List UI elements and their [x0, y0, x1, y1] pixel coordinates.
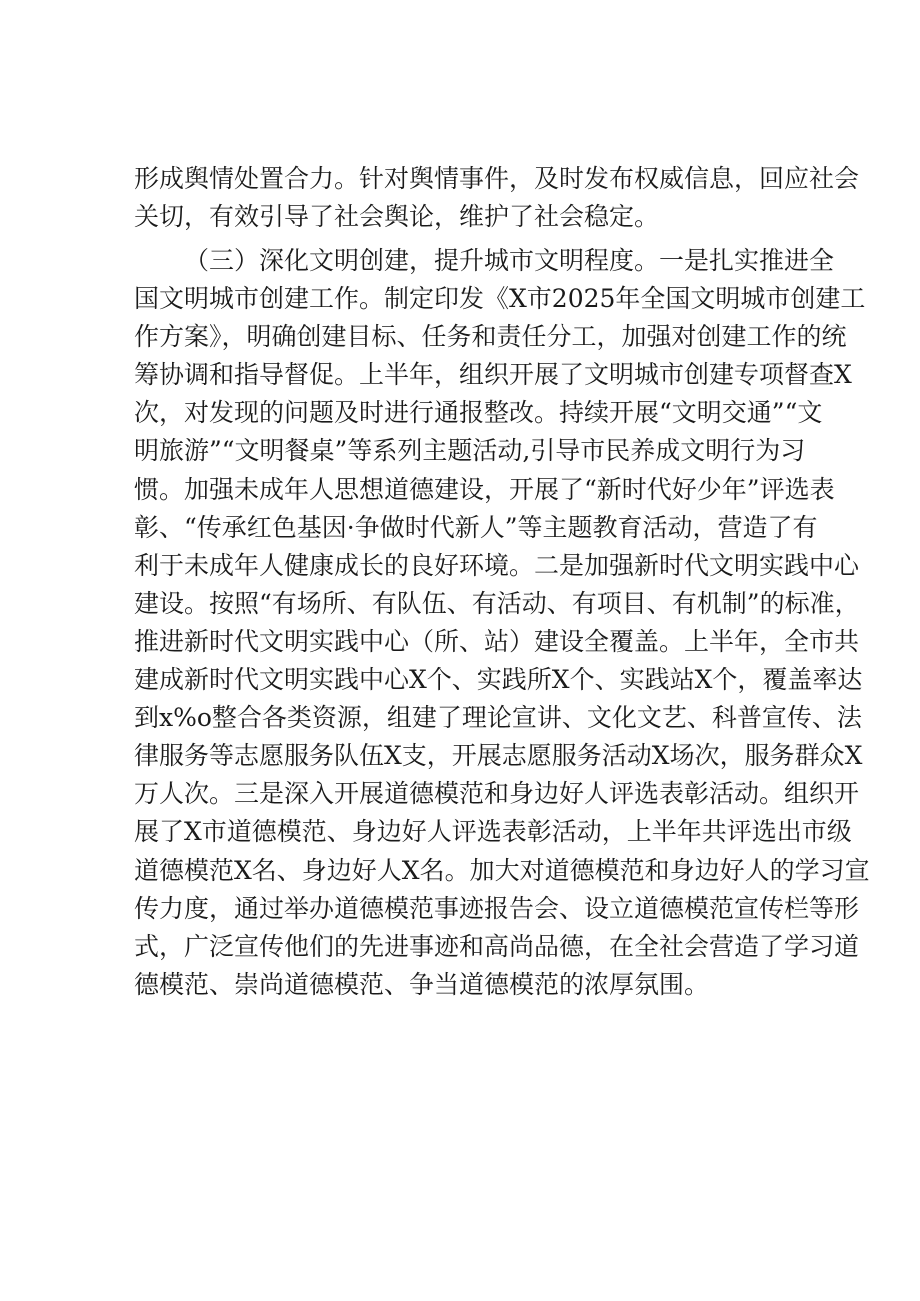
text-line: 筹协调和指导督促。上半年，组织开展了文明城市创建专项督查X	[134, 360, 852, 390]
text-line: 彰、“传承红色基因·争做时代新人”等主题教育活动，营造了有	[134, 512, 818, 542]
text-line: 律服务等志愿服务队伍X支，开展志愿服务活动X场次，服务群众X	[134, 741, 863, 771]
text-line: 作方案》，明确创建目标、任务和责任分工，加强对创建工作的统	[134, 322, 847, 352]
text-line: 传力度，通过举办道德模范事迹报告会、设立道德模范宣传栏等形	[134, 893, 860, 923]
text-line: 建设。按照“有场所、有队伍、有活动、有项目、有机制”的标准，	[134, 588, 860, 618]
text-line: 到x%o整合各类资源，组建了理论宣讲、文化文艺、科普宣传、法	[134, 703, 862, 733]
section-three-paragraph	[134, 242, 870, 1004]
text-line: 万人次。三是深入开展道德模范和身边好人评选表彰活动。组织开	[134, 779, 860, 809]
text-line: （三）深化文明创建，提升城市文明程度。一是扎实推进全	[184, 246, 835, 275]
text-line: 式，广泛宣传他们的先进事迹和高尚品德，在全社会营造了学习道	[134, 931, 860, 961]
text-line: 形成舆情处置合力。针对舆情事件，及时发布权威信息，回应社会	[134, 164, 860, 193]
text-line: 次，对发现的问题及时进行通报整改。持续开展“文明交通”“文	[134, 398, 823, 428]
text-line: 国文明城市创建工作。制定印发《X市2025年全国文明城市创建工	[134, 284, 866, 314]
text-line: 惯。加强未成年人思想道德建设，开展了“新时代好少年”评选表	[134, 474, 835, 504]
text-line: 推进新时代文明实践中心（所、站）建设全覆盖。上半年，全市共	[134, 626, 860, 656]
text-line: 德模范、崇尚道德模范、争当道德模范的浓厚氛围。	[134, 969, 710, 999]
paragraph-continuation	[134, 160, 860, 236]
text-line: 建成新时代文明实践中心X个、实践所X个、实践站X个，覆盖率达	[134, 665, 863, 695]
text-line: 道德模范X名、身边好人X名。加大对道德模范和身边好人的学习宣	[134, 855, 870, 885]
text-line: 利于未成年人健康成长的良好环境。二是加强新时代文明实践中心	[134, 550, 860, 580]
text-line: 展了X市道德模范、身边好人评选表彰活动，上半年共评选出市级	[134, 817, 852, 847]
text-line: 关切，有效引导了社会舆论，维护了社会稳定。	[134, 202, 660, 232]
text-line: 明旅游”“文明餐桌”等系列主题活动,引导市民养成文明行为习	[134, 436, 806, 466]
